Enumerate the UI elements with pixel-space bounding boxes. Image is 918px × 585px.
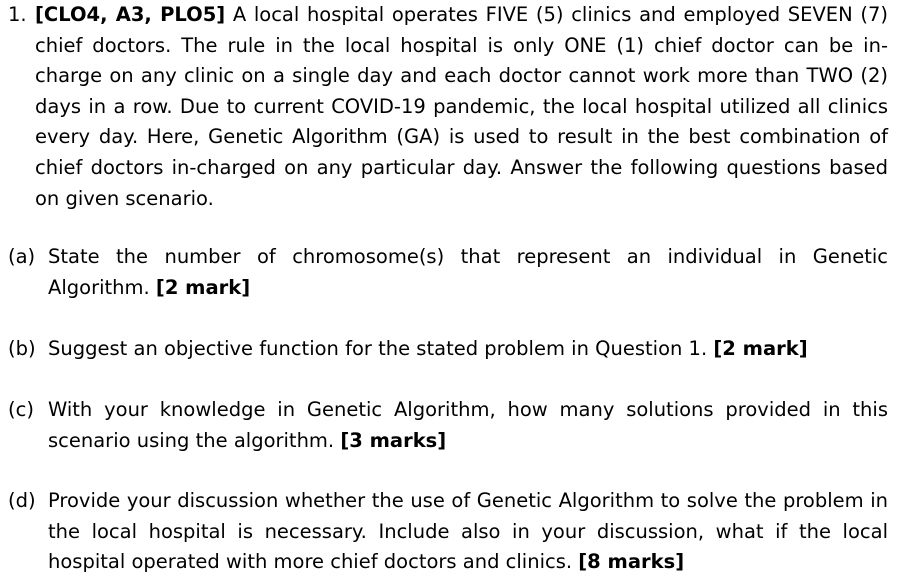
part-a-label: (a): [8, 245, 36, 268]
part-b: [8, 334, 888, 365]
part-a-text: State the number of chromosome(s) that represent an individual in Genetic Algorithm.: [48, 245, 888, 299]
part-c-marks: [3 marks]: [340, 428, 447, 452]
part-b-label: (b): [8, 337, 36, 360]
part-c-text: With your knowledge in Genetic Algorithm, how many solutions provided in this scenario using the algorithm.: [48, 398, 888, 452]
part-a-marks: [2 mark]: [155, 275, 251, 299]
part-d: [8, 486, 888, 578]
question-text: A local hospital operates FIVE (5) clinics and employed SEVEN (7) chief doctors. The rule in the local hospital is only ONE (1) chief doctor can be in-charge on any clinic on a single day and each doctor cannot work more than TWO (2) days in a row. Due to current COVID-19 pandemic, the local hospital utilized all clinics every day. Here, Genetic Algorithm (GA) is used to result in the best combination of chief doctors in-charged on any particular day. Answer the following questions based on given scenario.: [35, 3, 888, 210]
part-c-body: [48, 395, 888, 456]
part-d-text: Provide your discussion whether the use of Genetic Algorithm to solve the problem in the local hospital is necessary. Include also in your discussion, what if the local hospital operated with more chief doctors and clinics.: [48, 489, 888, 574]
part-d-marks: [8 marks]: [578, 550, 685, 574]
question-body: [35, 0, 888, 214]
part-b-marks: [2 mark]: [713, 337, 808, 360]
part-b-body: [48, 334, 888, 365]
part-d-label: (d): [8, 489, 36, 512]
question-number: 1.: [8, 3, 27, 26]
part-a-body: [48, 242, 888, 303]
part-b-text: Suggest an objective function for the stated problem in Question 1.: [48, 337, 714, 360]
question-tag: [CLO4, A3, PLO5]: [35, 3, 226, 26]
part-a: [8, 242, 888, 303]
question-1: [8, 0, 888, 214]
part-d-body: [48, 486, 888, 578]
part-c-label: (c): [8, 398, 34, 421]
part-c: [8, 395, 888, 456]
